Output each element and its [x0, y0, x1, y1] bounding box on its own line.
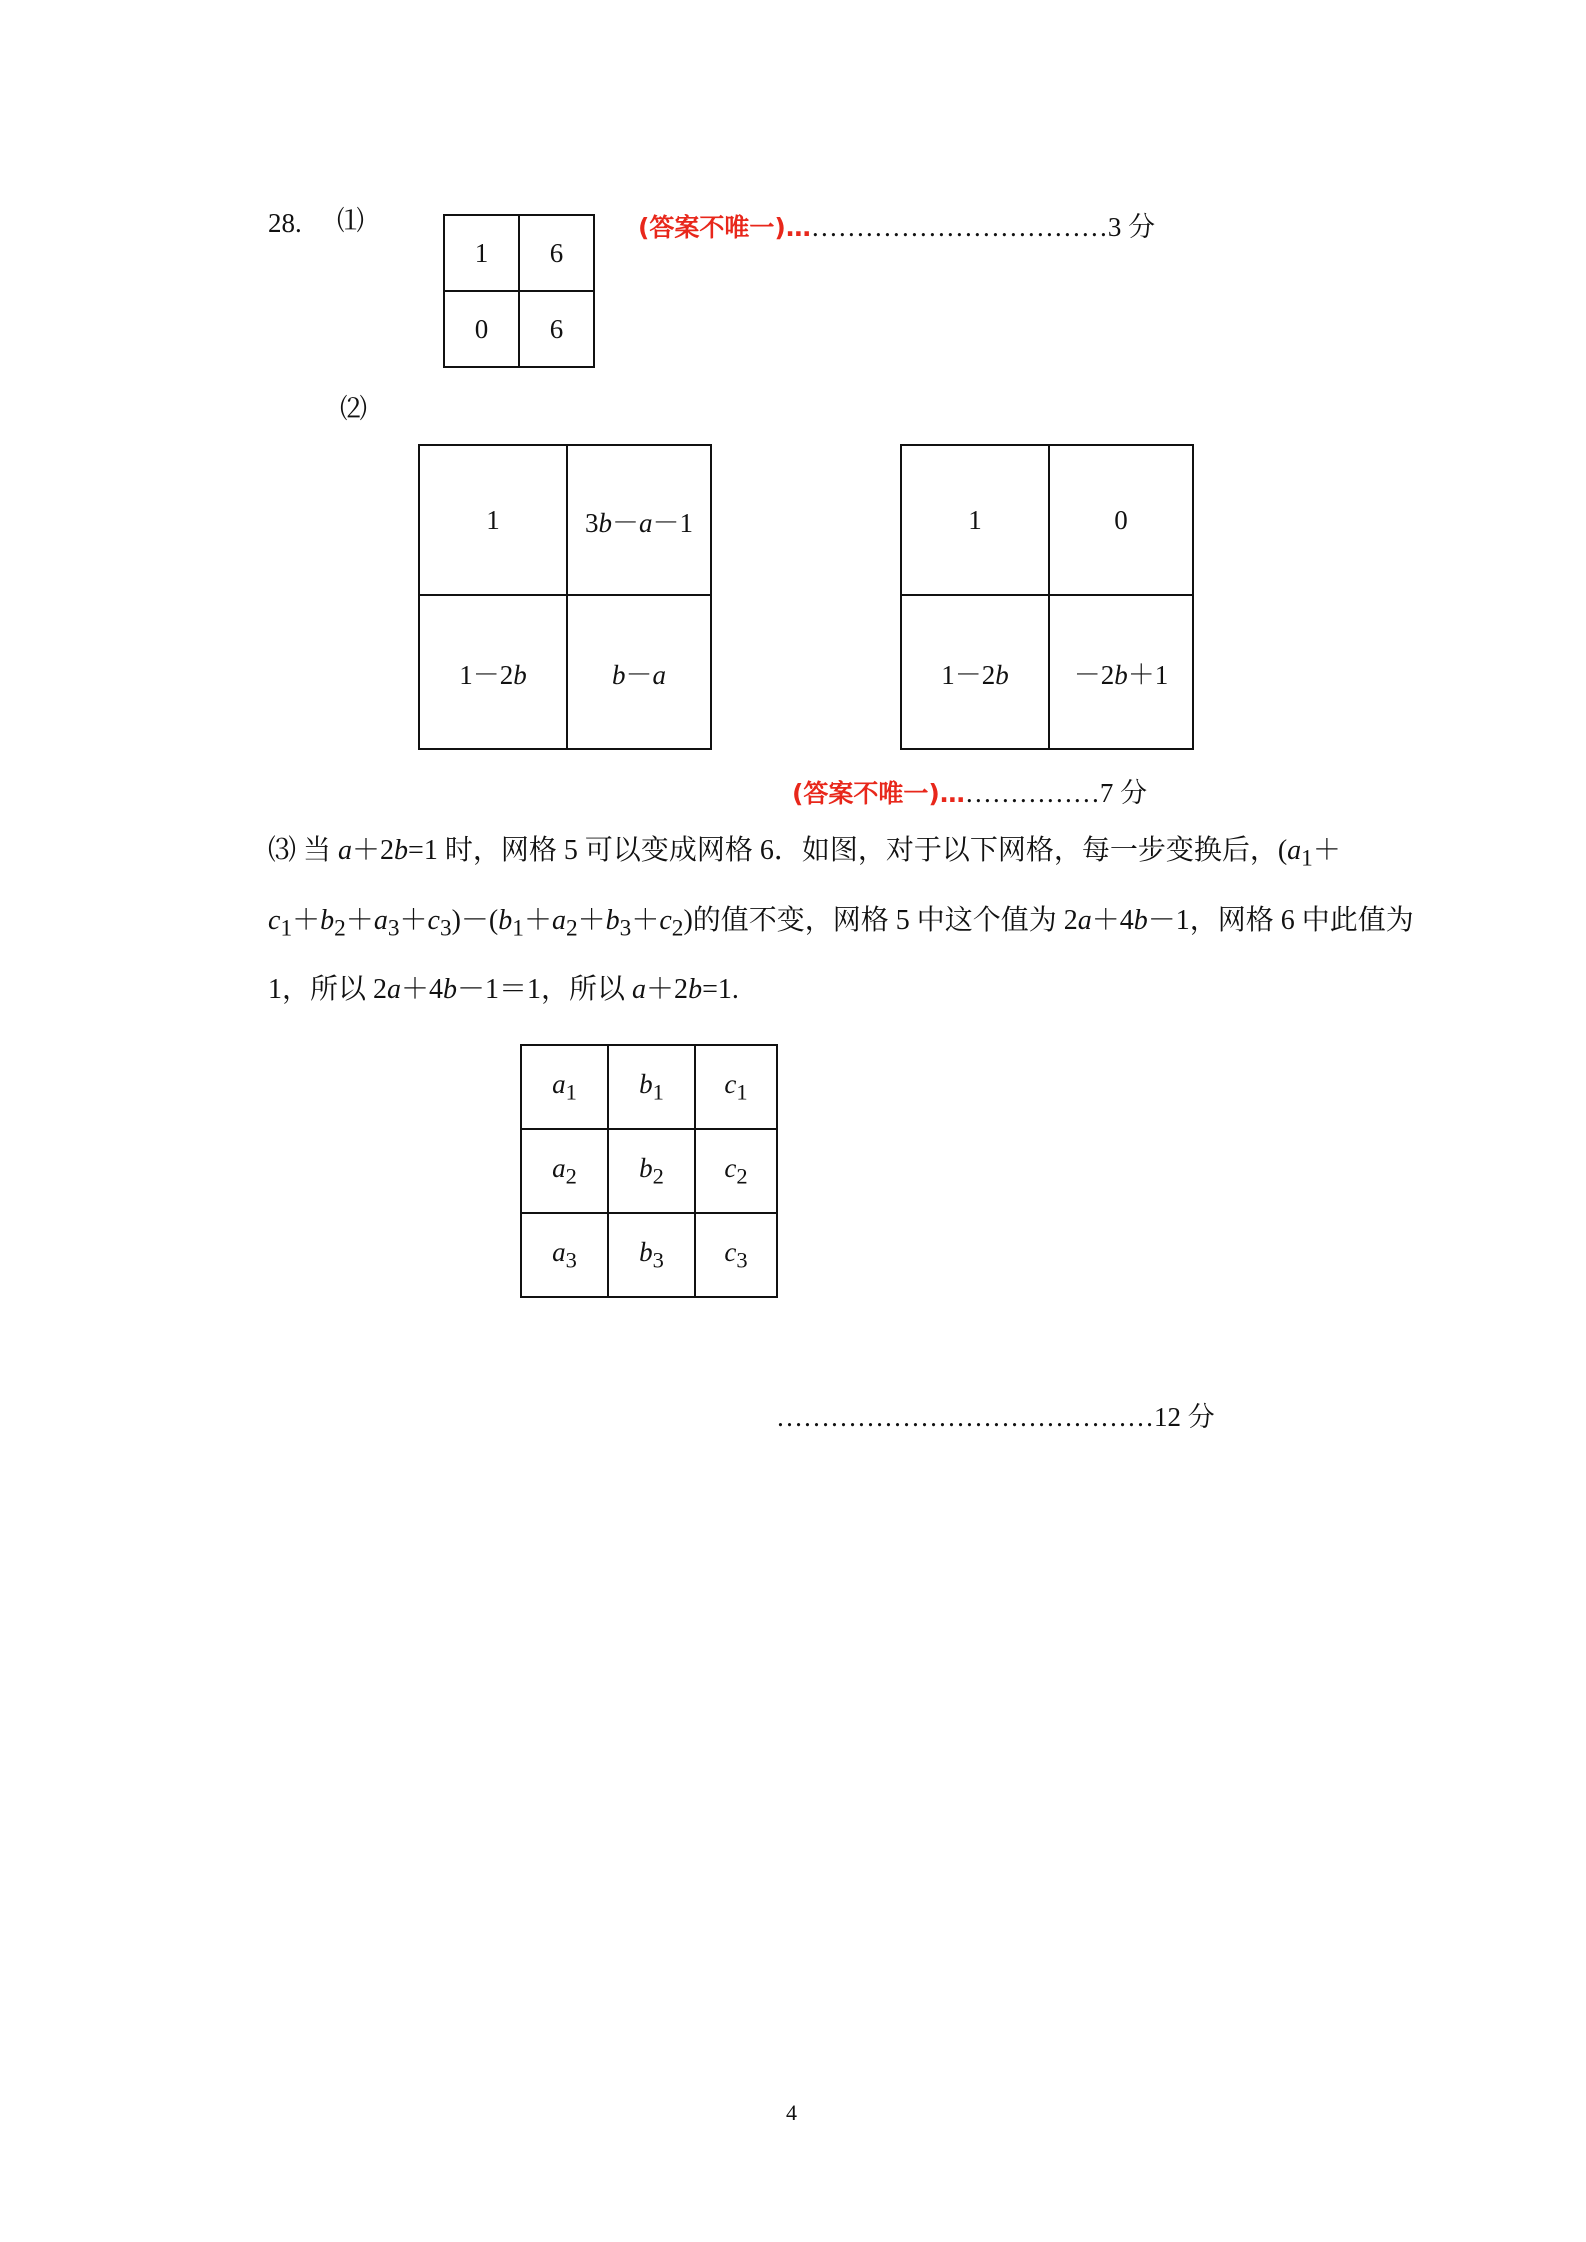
grid-cell: 6	[519, 291, 594, 367]
grid-cell: $a_1$	[521, 1045, 608, 1129]
part3-score: ……………………………………12 分	[776, 1402, 1215, 1432]
answer-not-unique-note: (答案不唯一)…	[792, 779, 965, 808]
grid-cell: $c_2$	[695, 1129, 777, 1213]
grid-cell: 3b－a－1	[567, 445, 711, 595]
grid-cell: －2b＋1	[1049, 595, 1193, 749]
grid-cell: 0	[1049, 445, 1193, 595]
answer-not-unique-note: (答案不唯一)…	[638, 213, 811, 242]
grid-cell: 6	[519, 215, 594, 291]
part2-grid-right	[900, 444, 1194, 750]
part1-grid	[443, 214, 595, 368]
grid-cell: 1－2b	[419, 595, 567, 749]
score-dots: ……………7 分	[964, 778, 1148, 808]
grid-cell: 1	[444, 215, 519, 291]
part3-line: $c_1+b_2+a_3+c_3)-(b_1+a_2+b_3+c_2)$的值不变，网格 5 中这个值为 2a＋4b－1，网格 6 中此值为	[268, 904, 1414, 942]
part3-label: ⑶	[268, 835, 297, 866]
part3-line: ⑶ 当 a＋2b=1 时，网格 5 可以变成网格 6．如图，对于以下网格，每一步变换后，($a_1+$	[268, 835, 1341, 872]
part3-grid	[520, 1044, 778, 1298]
page-number: 4	[786, 2100, 797, 2125]
grid-cell: $b_1$	[608, 1045, 695, 1129]
part1-answer-line	[638, 208, 1155, 244]
part2-answer-line	[792, 774, 1147, 810]
grid-cell: 0	[444, 291, 519, 367]
question-number: 28.	[268, 208, 302, 238]
grid-cell: $a_3$	[521, 1213, 608, 1297]
grid-cell: $b_2$	[608, 1129, 695, 1213]
grid-cell: 1	[901, 445, 1049, 595]
grid-cell: 1	[419, 445, 567, 595]
grid-cell: $c_3$	[695, 1213, 777, 1297]
score-dots: ……………………………3 分	[810, 212, 1156, 242]
part2-grid-left	[418, 444, 712, 750]
grid-cell: 1－2b	[901, 595, 1049, 749]
part3-paragraph	[268, 820, 1414, 1021]
grid-cell: $b_3$	[608, 1213, 695, 1297]
grid-cell: $a_2$	[521, 1129, 608, 1213]
part2-label: ⑵	[340, 394, 367, 424]
grid-cell: $c_1$	[695, 1045, 777, 1129]
part1-label: ⑴	[337, 206, 364, 236]
part3-line: 1，所以 2a＋4b－1＝1，所以 a＋2b=1.	[268, 974, 739, 1006]
grid-cell: b－a	[567, 595, 711, 749]
